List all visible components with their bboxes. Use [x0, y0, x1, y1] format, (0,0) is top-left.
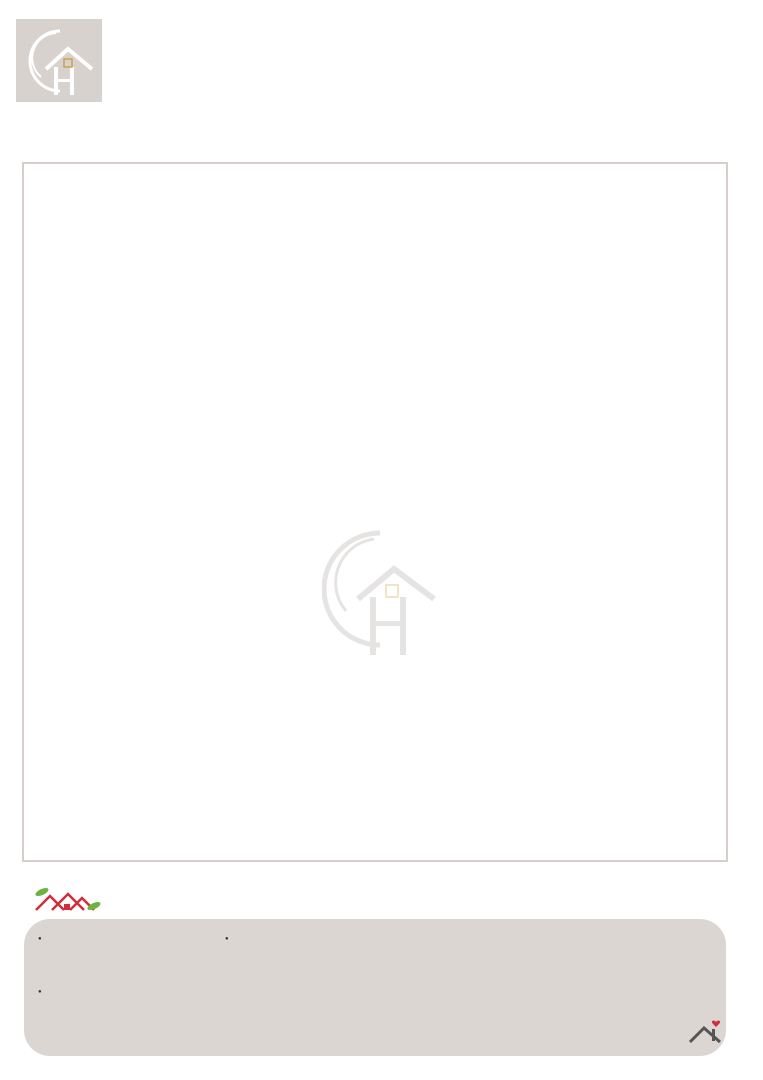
houses-roof-icon	[34, 886, 102, 916]
properties-table	[22, 162, 728, 862]
watermark-logo-icon	[322, 525, 442, 665]
roof-heart-icon	[688, 1018, 726, 1048]
logo	[16, 19, 102, 102]
house-logo-icon	[16, 19, 102, 102]
modifications-notes	[24, 919, 726, 1056]
